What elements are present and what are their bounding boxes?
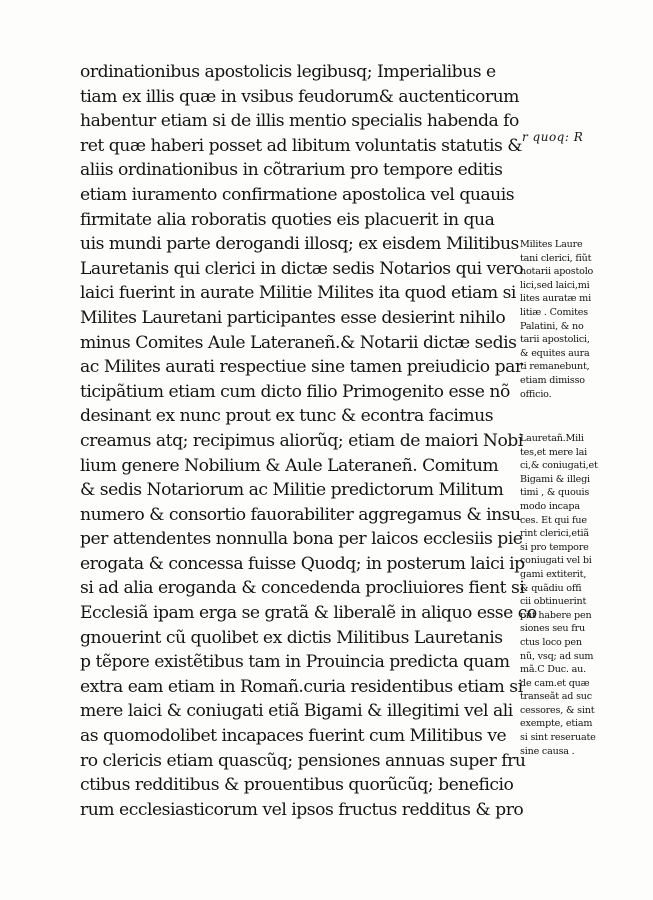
text-line: mere laici & coniugati etiã Bigami & illegitimi vel ali (80, 701, 513, 722)
margin-note-line: lici,sed laici,mi (520, 279, 590, 291)
margin-note-line: tani clerici, fiũt (520, 252, 592, 264)
margin-note-line: transeãt ad suc (520, 691, 592, 703)
text-line: ro clericis etiam quascũq; pensiones annuas super fru (80, 750, 526, 771)
margin-note-line: tarii apostolici, (520, 334, 590, 346)
text-line: per attendentes nonnulla bona per laicos ecclesiis pie (80, 529, 523, 550)
margin-note-line: Palatini, & no (520, 320, 584, 332)
margin-note-line: cessores, & sint (520, 704, 595, 716)
margin-note-line: officio. (520, 388, 552, 400)
margin-note-line: notarii apostolo (520, 266, 594, 278)
text-line: ticipãtium etiam cum dicto filio Primogenito esse nõ (80, 381, 510, 402)
margin-note-line: modo incapa (520, 500, 580, 512)
text-line: si ad alia eroganda & concedenda procliuiores fient si (80, 578, 525, 599)
margin-note-line: de cam.et quæ (520, 677, 590, 689)
text-line: Lauretanis qui clerici in dictæ sedis Notarios qui vero (80, 258, 524, 279)
text-line: firmitate alia roboratis quoties eis placuerit in qua (80, 209, 495, 230)
margin-note-line: exempte, etiam (520, 718, 593, 730)
text-line: laici fuerint in aurate Militie Milites ita quod etiam si (80, 283, 516, 304)
text-line: ret quæ haberi posset ad libitum voluntatis statutis & (80, 135, 523, 156)
text-line: tiam ex illis quæ in vsibus feudorum& auctenticorum (80, 86, 519, 107)
text-line: numero & consortio fauorabiliter aggregamus & insu (80, 504, 521, 525)
margin-note-line: mã.C Duc. au. (520, 664, 586, 676)
text-line: ctibus redditibus & prouentibus quorũcũq; beneficio (80, 775, 514, 796)
text-line: creamus atq; recipimus aliorũq; etiam de maiori Nobi (80, 430, 523, 451)
text-line: ac Milites aurati respectiue sine tamen preiudicio par (80, 357, 523, 378)
text-line: etiam iuramento confirmatione apostolica vel quauis (80, 184, 515, 205)
margin-note-line: Lauretañ.Mili (520, 433, 584, 444)
text-line: rum ecclesiasticorum vel ipsos fructus redditus & pro (80, 799, 524, 820)
margin-note-line: & equites aura (520, 347, 590, 359)
text-line: Milites Lauretani participantes esse desierint nihilo (80, 307, 506, 328)
margin-note-lauretani-milites (520, 432, 642, 758)
margin-note-line: rint clerici,etiã (520, 528, 589, 540)
margin-note-line: tes,et mere lai (520, 446, 588, 458)
margin-note-line: & quãdiu offi (520, 582, 582, 594)
text-line: minus Comites Aule Lateraneñ.& Notarii dictæ sedis (80, 332, 517, 353)
margin-note-line: cii obtinuerint (520, 596, 587, 608)
margin-note-line: coniugati vel bi (520, 555, 592, 567)
margin-note-line: Milites Laure (520, 239, 583, 250)
text-line: & sedis Notariorum ac Militie predictorum Militum (80, 480, 504, 501)
text-line: aliis ordinationibus in cõtrarium pro tempore editis (80, 160, 503, 181)
margin-note-line: pñt habere pen (520, 609, 592, 621)
text-line: erogata & concessa fuisse Quodq; in posterum laici ip (80, 553, 525, 574)
margin-note-line: ci,& coniugati,et (520, 460, 598, 472)
text-line: habentur etiam si de illis mentio specialis habenda fo (80, 111, 519, 132)
text-line: Ecclesiã ipam erga se gratã & liberalẽ in aliquo esse co (80, 603, 537, 624)
margin-note-milites-lauretani (520, 238, 642, 401)
margin-note-line: ces. Et qui fue (520, 514, 587, 526)
margin-note-line: sine causa . (520, 745, 575, 757)
text-line: ordinationibus apostolicis legibusq; Imperialibus e (80, 62, 496, 82)
text-line: desinant ex nunc prout ex tunc & econtra facimus (80, 406, 494, 427)
handwritten-annotation: r quoq: R (522, 130, 584, 144)
text-line: lium genere Nobilium & Aule Lateraneñ. Comitum (80, 455, 499, 476)
margin-note-line: lites auratæ mi (520, 293, 591, 305)
text-line: gnouerint cũ quolibet ex dictis Militibus Lauretanis (80, 627, 503, 648)
margin-note-line: litiæ . Comites (520, 306, 588, 318)
text-line: as quomodolibet incapaces fuerint cum Militibus ve (80, 726, 507, 747)
margin-note-line: timi , & quouis (520, 487, 590, 499)
margin-note-line: ctus loco pen (520, 636, 582, 648)
text-line: uis mundi parte derogandi illosq; ex eisdem Militibus (80, 234, 519, 255)
margin-note-line: Bigami & illegi (520, 473, 590, 485)
margin-note-line: siones seu fru (520, 623, 585, 635)
margin-note-line: si pro tempore (520, 541, 589, 553)
text-line: p tẽpore existẽtibus tam in Prouincia predicta quam (80, 652, 510, 673)
margin-note-line: etiam dimisso (520, 374, 585, 386)
margin-note-line: nũ, vsq; ad sum (520, 650, 594, 662)
margin-note-line: si sint reseruate (520, 732, 596, 744)
margin-note-line: gami extiterit, (520, 568, 587, 580)
text-line: extra eam etiam in Romañ.curia residentibus etiam si (80, 676, 523, 697)
margin-note-line: ti remanebunt, (520, 361, 590, 373)
